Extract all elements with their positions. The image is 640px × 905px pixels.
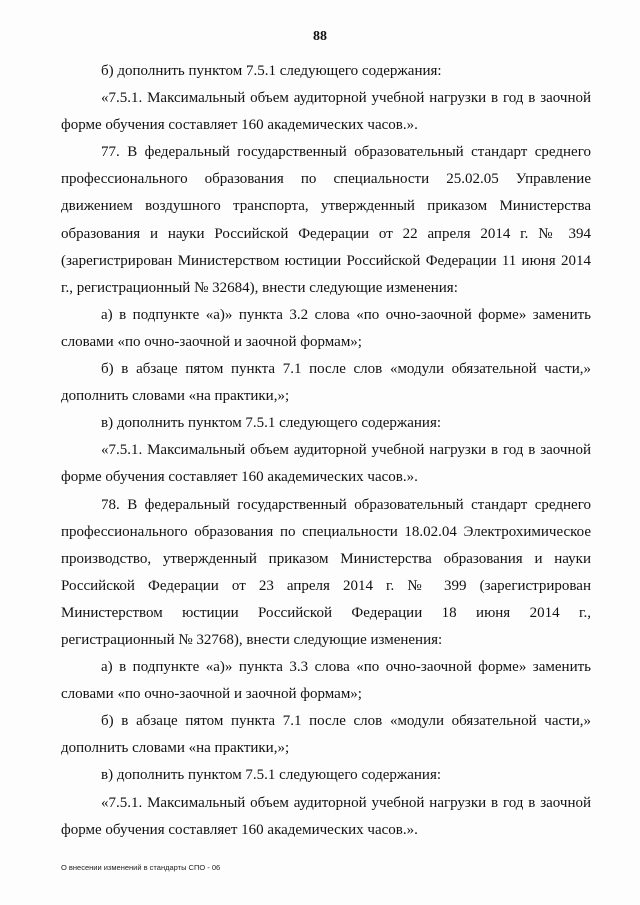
footer-note: О внесении изменений в стандарты СПО - 06 [61,863,221,872]
paragraph-10: б) в абзаце пятом пункта 7.1 после слов «модули обязательной части,» дополнить словами «на практики,»; [61,713,591,757]
paragraph-6: в) дополнить пунктом 7.5.1 следующего содержания: [101,415,442,432]
paragraph-2: «7.5.1. Максимальный объем аудиторной учебной нагрузки в год в заочной форме обучения составляет 160 академических часов.». [61,90,591,134]
paragraph-3: 77. В федеральный государственный образовательный стандарт среднего профессионального образования по специальности 25.02.05 Управление движением воздушного транспорта, утвержденный приказом Министерства образования и науки Российской Федерации от 22 апреля 2014 г. № 394 (зарегистрирован Министерством юстиции Российской Федерации 11 июня 2014 г., регистрационный № 32684), внести следующие изменения: [61,144,591,296]
page-number: 88 [313,29,327,44]
paragraph-8: 78. В федеральный государственный образовательный стандарт среднего профессионального образования по специальности 18.02.04 Электрохимическое производство, утвержденный приказом Министерства образования и науки Российской Федерации от 23 апреля 2014 г. № 399 (зарегистрирован Министерством юстиции Российской Федерации 18 июня 2014 г., регистрационный № 32768), внести следующие изменения: [61,496,591,648]
document-body [61,58,591,844]
paragraph-11: в) дополнить пунктом 7.5.1 следующего содержания: [101,767,442,784]
paragraph-9: а) в подпункте «а)» пункта 3.3 слова «по очно-заочной форме» заменить словами «по очно-заочной и заочной формам»; [61,659,591,703]
paragraph-7: «7.5.1. Максимальный объем аудиторной учебной нагрузки в год в заочной форме обучения составляет 160 академических часов.». [61,442,591,486]
paragraph-4: а) в подпункте «а)» пункта 3.2 слова «по очно-заочной форме» заменить словами «по очно-заочной и заочной формам»; [61,306,591,350]
paragraph-1: б) дополнить пунктом 7.5.1 следующего содержания: [101,63,442,79]
paragraph-5: б) в абзаце пятом пункта 7.1 после слов «модули обязательной части,» дополнить словами «на практики,»; [61,361,591,405]
paragraph-12: «7.5.1. Максимальный объем аудиторной учебной нагрузки в год в заочной форме обучения составляет 160 академических часов.». [61,794,591,838]
